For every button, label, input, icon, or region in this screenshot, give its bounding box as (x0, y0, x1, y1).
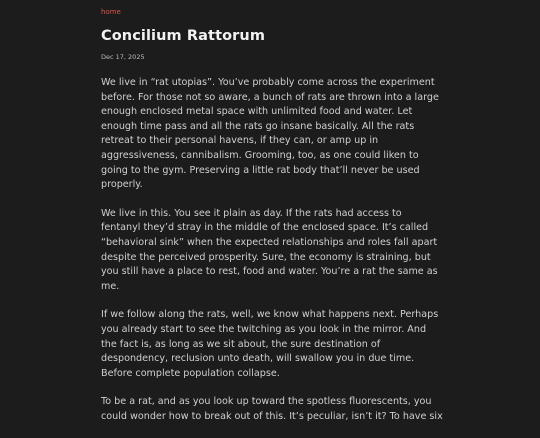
paragraph: We live in this. You see it plain as day. If the rats had access to fentanyl they’d stray in the middle of the enclosed space. It’s called “behavioral sink” when the expected relationships and roles fall apart despite the perceived prosperity. Sure, the economy is straining, but you still have a place to rest, food and water. You’re a rat the same as me. (101, 207, 438, 292)
paragraph: If we follow along the rats, well, we know what happens next. Perhaps you already start to see the twitching as you look in the mirror. And the fact is, as long as we sit about, the sure destination of despondency, reclusion unto death, will swallow you in due time. Before complete population collapse. (101, 309, 439, 379)
post-body (101, 76, 443, 424)
post-title: Concilium Rattorum (101, 28, 266, 44)
post-date: Dec 17, 2025 (101, 53, 145, 61)
article-container (101, 8, 443, 438)
paragraph: To be a rat, and as you look up toward the spotless fluorescents, you could wonder how to break out of this. It’s peculiar, isn’t it? To have six (101, 396, 443, 422)
paragraph: We live in “rat utopias”. You’ve probably come across the experiment before. For those not so aware, a bunch of rats are thrown into a large enough enclosed metal space with unlimited food and water. Let enough time pass and all the rats go insane basically. All the rats retreat to their personal havens, if they can, or amp up in aggressiveness, cannibalism. Grooming, too, as one could liken to going to the gym. Preserving a little rat body that’ll never be used properly. (101, 77, 439, 191)
home-link[interactable]: home (101, 8, 121, 16)
